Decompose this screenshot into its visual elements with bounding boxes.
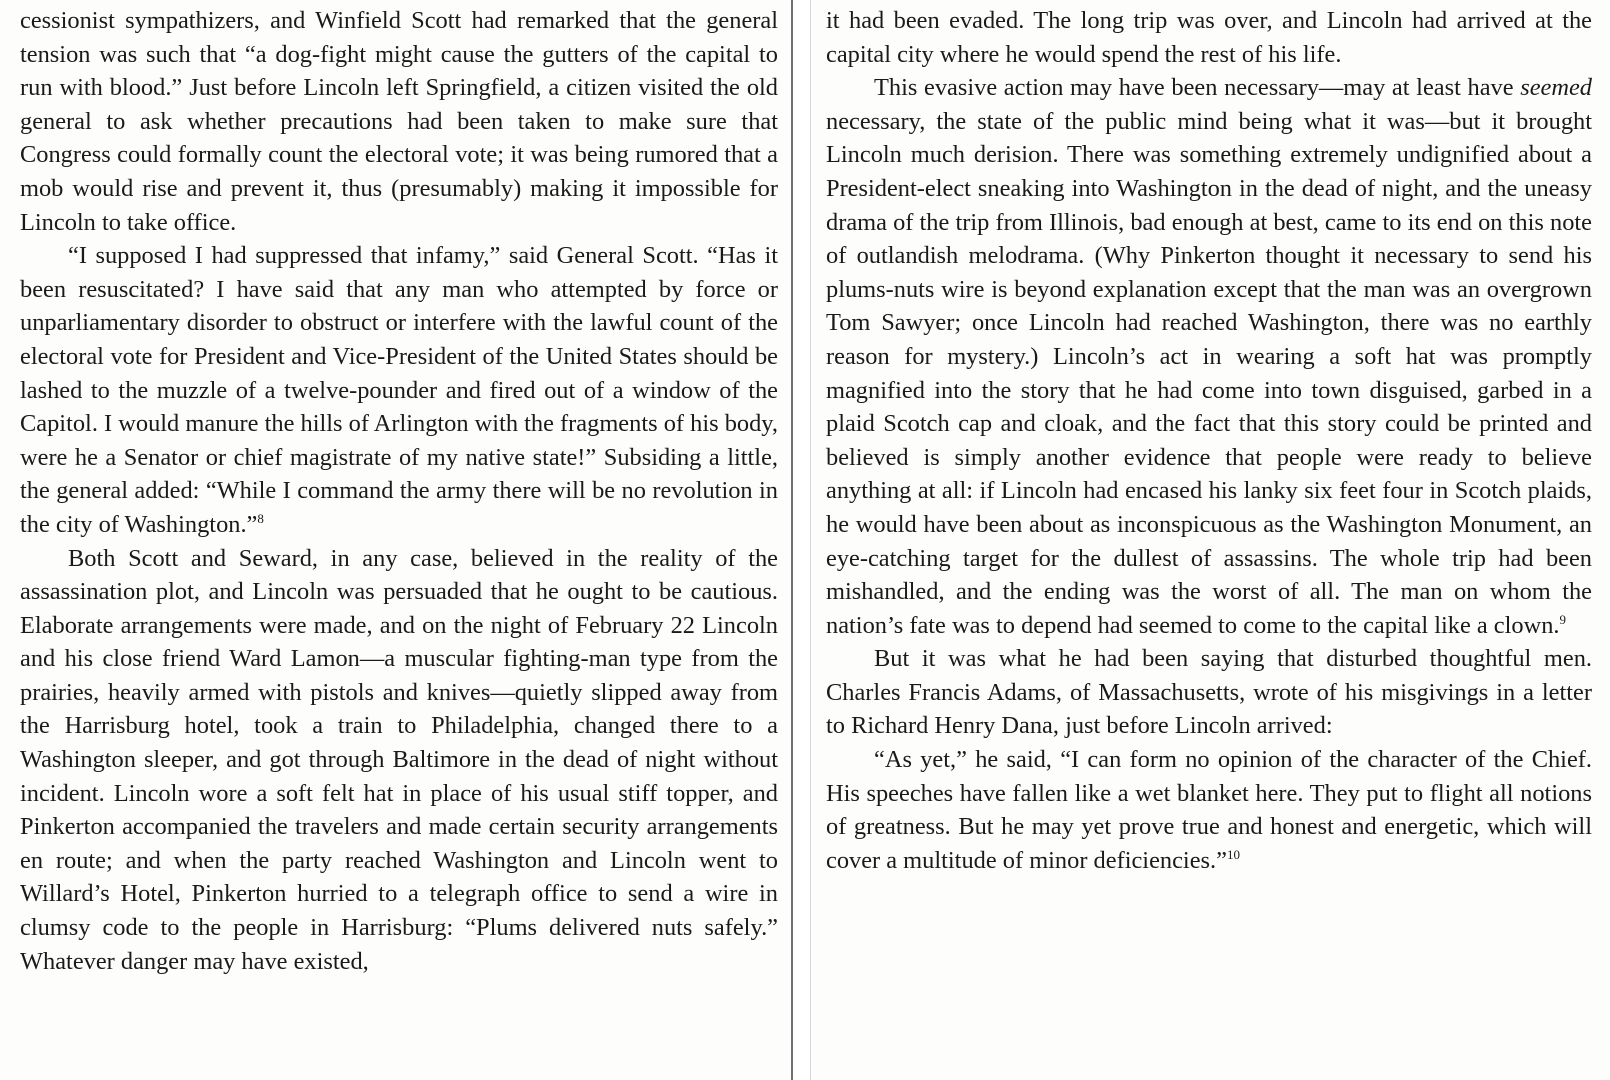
right-paragraph-4-text: “As yet,” he said, “I can form no opinion of the character of the Chief. His speeches have fallen like a wet blanket here. They put to flight all notions of greatness. But he may yet prove true and honest and energetic, which will cover a multitude of minor deficiencies.” bbox=[826, 746, 1592, 874]
gutter-rule-right bbox=[810, 0, 811, 1080]
right-paragraph-1-text: it had been evaded. The long trip was over, and Lincoln had arrived at the capital city where he would spend the rest of his life. bbox=[826, 7, 1592, 68]
right-paragraph-1 bbox=[826, 4, 1592, 71]
footnote-ref-8: 8 bbox=[257, 510, 264, 526]
footnote-ref-10: 10 bbox=[1226, 846, 1240, 862]
left-paragraph-1 bbox=[20, 4, 778, 239]
gutter-rule bbox=[791, 0, 793, 1080]
left-paragraph-3-text: Both Scott and Seward, in any case, believed in the reality of the assassination plot, and Lincoln was persuaded that he ought to be cautious. Elaborate arrangements were made, and on the night of February 22 Lincoln and his close friend Ward Lamon—a muscular fighting-man type from the prairies, heavily armed with pistols and knives—quietly slipped away from the Harrisburg hotel, took a train to Philadelphia, changed there to a Washington sleeper, and got through Baltimore in the dead of night without incident. Lincoln wore a soft felt hat in place of his usual stiff topper, and Pinkerton accompanied the travelers and made certain security arrangements en route; and when the party reached Washington and Lincoln went to Willard’s Hotel, Pinkerton hurried to a telegraph office to send a wire in clumsy code to the people in Harrisburg: “Plums delivered nuts safely.” Whatever danger may have existed, bbox=[20, 544, 778, 975]
book-gutter bbox=[790, 0, 812, 1080]
right-paragraph-4 bbox=[826, 743, 1592, 877]
right-paragraph-2-text-a: This evasive action may have been necessary—may at least have bbox=[874, 74, 1521, 102]
left-paragraph-3 bbox=[20, 542, 778, 979]
left-page bbox=[0, 0, 790, 1080]
right-paragraph-2 bbox=[826, 71, 1592, 642]
right-page bbox=[812, 0, 1610, 1080]
right-paragraph-2-text-b: necessary, the state of the public mind being what it was—but it brought Lincoln much derision. There was something extremely undignified about a President-elect sneaking into Washington in the dead of night, and the uneasy drama of the trip from Illinois, bad enough at best, came to its end on this note of outlandish melodrama. (Why Pinkerton thought it necessary to send his plums-nuts wire is beyond explanation except that the man was an overgrown Tom Sawyer; once Lincoln had reached Washington, there was no earthly reason for mystery.) Lincoln’s act in wearing a soft hat was promptly magnified into the story that he had come into town disguised, garbed in a plaid Scotch cap and cloak, and the fact that this story could be printed and believed is simply another evidence that people were ready to believe anything at all: if Lincoln had encased his lanky six feet four in Scotch plaids, he would have been about as inconspicuous as the Washington Monument, an eye-catching target for the dullest of assassins. The whole trip had been mishandled, and the ending was the worst of all. The man on whom the nation’s fate was to depend had seemed to come to the capital like a clown. bbox=[826, 107, 1592, 639]
footnote-ref-9: 9 bbox=[1559, 611, 1567, 627]
right-paragraph-3 bbox=[826, 642, 1592, 743]
left-paragraph-2-text: “I supposed I had suppressed that infamy,” said General Scott. “Has it been resuscitated? I have said that any man who attempted by force or unparliamentary disorder to obstruct or interfere with the lawful count of the electoral vote for President and Vice-President of the United States should be lashed to the muzzle of a twelve-pounder and fired out of a window of the Capitol. I would manure the hills of Arlington with the fragments of his body, were he a Senator or chief magistrate of my native state!” Subsiding a little, the general added: “While I command the army there will be no revolution in the city of Washington.” bbox=[20, 242, 778, 538]
left-paragraph-1-text: cessionist sympathizers, and Winfield Scott had remarked that the general tension was such that “a dog-fight might cause the gutters of the capital to run with blood.” Just before Lincoln left Springfield, a citizen visited the old general to ask whether precautions had been taken to make sure that Congress could formally count the electoral vote; it was being rumored that a mob would rise and prevent it, thus (presumably) making it impossible for Lincoln to take office. bbox=[20, 7, 778, 236]
right-paragraph-3-text: But it was what he had been saying that disturbed thoughtful men. Charles Francis Adams, of Massachusetts, wrote of his misgivings in a letter to Richard Henry Dana, just before Lincoln arrived: bbox=[826, 645, 1592, 740]
emphasis-seemed: seemed bbox=[1520, 74, 1592, 102]
left-paragraph-2 bbox=[20, 239, 778, 541]
